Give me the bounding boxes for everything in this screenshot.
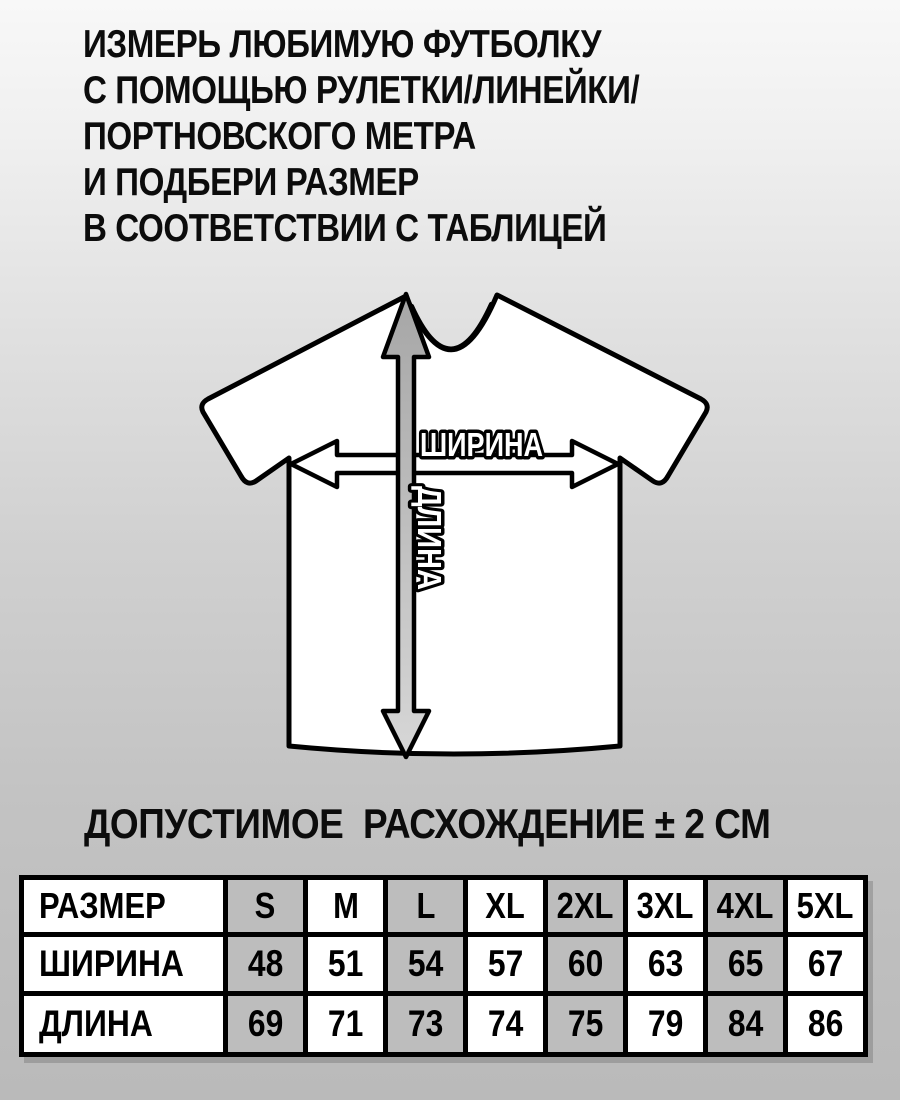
- headline-line: С ПОМОЩЬЮ РУЛЕТКИ/ЛИНЕЙКИ/: [83, 69, 640, 112]
- size-table-header-row: [22, 878, 866, 935]
- tolerance-note: ДОПУСТИМОЕ РАСХОЖДЕНИЕ ± 2 СМ: [84, 800, 771, 847]
- table-cell: 51: [306, 935, 386, 994]
- headline: [83, 22, 639, 252]
- width-row: [22, 935, 866, 994]
- table-cell: 67: [786, 935, 866, 994]
- header-cell: S: [226, 878, 306, 935]
- headline-line: ИЗМЕРЬ ЛЮБИМУЮ ФУТБОЛКУ: [83, 23, 602, 66]
- tshirt-measurement-diagram: [150, 283, 710, 788]
- table-cell: 57: [466, 935, 546, 994]
- table-cell: 69: [226, 994, 306, 1055]
- header-cell: 5XL: [786, 878, 866, 935]
- headline-line: И ПОДБЕРИ РАЗМЕР: [83, 161, 419, 204]
- size-table: [19, 875, 868, 1057]
- table-cell: 63: [626, 935, 706, 994]
- row-label-cell: ДЛИНА: [22, 994, 226, 1055]
- tshirt-outline: [202, 295, 707, 754]
- table-cell: 84: [706, 994, 786, 1055]
- header-cell: XL: [466, 878, 546, 935]
- header-cell-size: РАЗМЕР: [22, 878, 226, 935]
- table-cell: 75: [546, 994, 626, 1055]
- header-cell: 2XL: [546, 878, 626, 935]
- table-cell: 48: [226, 935, 306, 994]
- length-row: [22, 994, 866, 1055]
- table-cell: 65: [706, 935, 786, 994]
- headline-line: В СООТВЕТСТВИИ С ТАБЛИЦЕЙ: [83, 207, 607, 250]
- row-label-cell: ШИРИНА: [22, 935, 226, 994]
- table-cell: 79: [626, 994, 706, 1055]
- header-cell: 4XL: [706, 878, 786, 935]
- table-cell: 54: [386, 935, 466, 994]
- width-arrow-label: ШИРИНА: [420, 426, 543, 463]
- headline-line: ПОРТНОВСКОГО МЕТРА: [83, 115, 476, 158]
- table-cell: 86: [786, 994, 866, 1055]
- header-cell: L: [386, 878, 466, 935]
- table-cell: 74: [466, 994, 546, 1055]
- length-arrow-label: ДЛИНА: [411, 486, 448, 605]
- table-cell: 71: [306, 994, 386, 1055]
- table-cell: 60: [546, 935, 626, 994]
- table-cell: 73: [386, 994, 466, 1055]
- header-cell: M: [306, 878, 386, 935]
- header-cell: 3XL: [626, 878, 706, 935]
